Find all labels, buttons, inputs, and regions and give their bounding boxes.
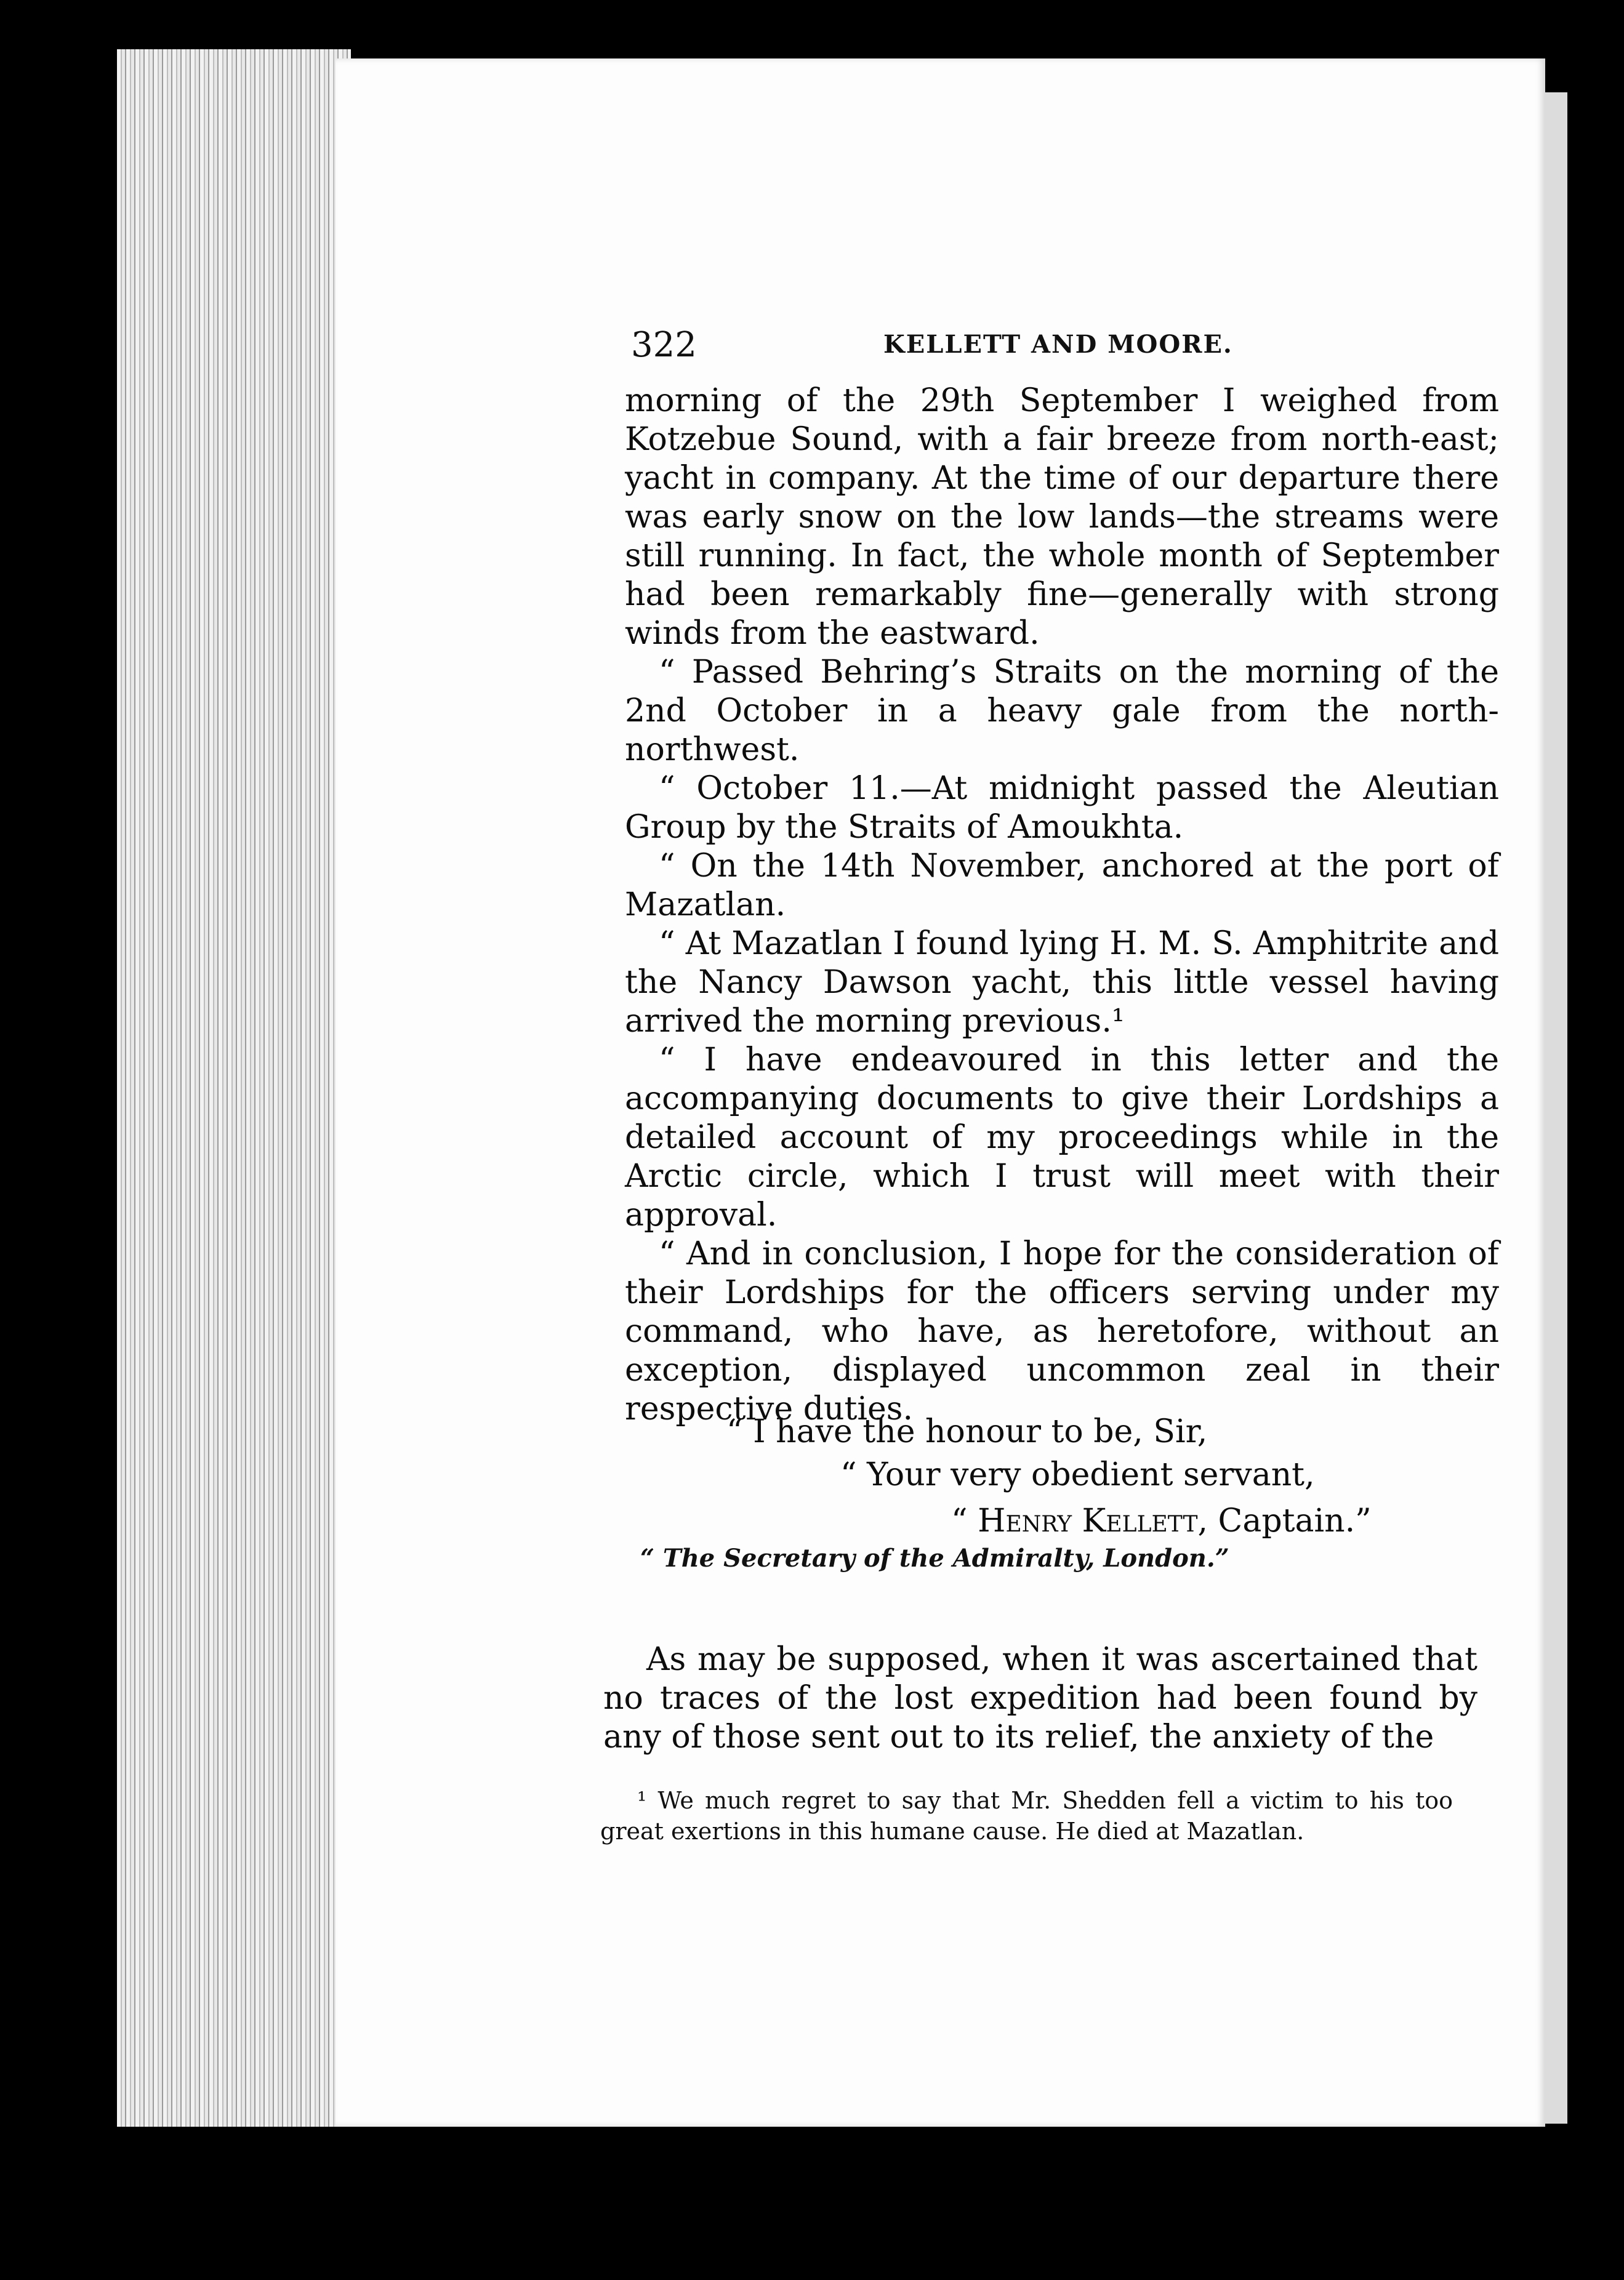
signature-name: Henry Kellett: [978, 1503, 1198, 1539]
letter-address: “ The Secretary of the Admiralty, London.”: [640, 1544, 1229, 1573]
letter-body: [625, 382, 1499, 1429]
paragraph-7: “ And in conclusion, I hope for the consideration of their Lordships for the officers serving under my command, who have, as heretofore, without an exception, displayed uncommon zeal in their respective duties.: [625, 1235, 1499, 1427]
paragraph-1: morning of the 29th September I weighed from Kotzebue Sound, with a fair breeze from north-east; yacht in company. At the time of our departure there was early snow on the low lands—the streams were still running. In fact, the whole month of September had been remarkably fine—generally with strong winds from the eastward.: [625, 382, 1499, 652]
book-page-edges: [117, 49, 351, 2127]
page-gutter-shadow: [1545, 92, 1567, 2124]
paragraph-6: “ I have endeavoured in this letter and the accompanying documents to give their Lordships a detailed account of my proceedings while in the Arctic circle, which I trust will meet with their approval.: [625, 1042, 1499, 1234]
paragraph-2: “ Passed Behring’s Straits on the morning of the 2nd October in a heavy gale from the north-northwest.: [625, 654, 1499, 768]
paragraph-4: “ On the 14th November, anchored at the port of Mazatlan.: [625, 848, 1499, 923]
page-header: [631, 325, 1502, 365]
signature-prefix: “: [951, 1503, 978, 1539]
paragraph-5: “ At Mazatlan I found lying H. M. S. Amphitrite and the Nancy Dawson yacht, this little vessel having arrived the morning previous.¹: [625, 925, 1499, 1040]
narrative-paragraph: As may be supposed, when it was ascertained that no traces of the lost expedition had been found by any of those sent out to its relief, the anxiety of the: [603, 1641, 1477, 1756]
paragraph-3: “ October 11.—At midnight passed the Aleutian Group by the Straits of Amoukhta.: [625, 770, 1499, 846]
signature-suffix: , Captain.”: [1197, 1503, 1372, 1539]
closing-line-2: “ Your very obedient servant,: [840, 1456, 1315, 1493]
signature-line: [951, 1502, 1372, 1541]
running-head: KELLETT AND MOORE.: [883, 330, 1233, 359]
closing-line-1: “ I have the honour to be, Sir,: [726, 1413, 1208, 1450]
footnote: ¹ We much regret to say that Mr. Shedden fell a victim to his too great exertions in this humane cause. He died at Mazatlan.: [600, 1787, 1453, 1845]
page-number: 322: [631, 325, 697, 365]
